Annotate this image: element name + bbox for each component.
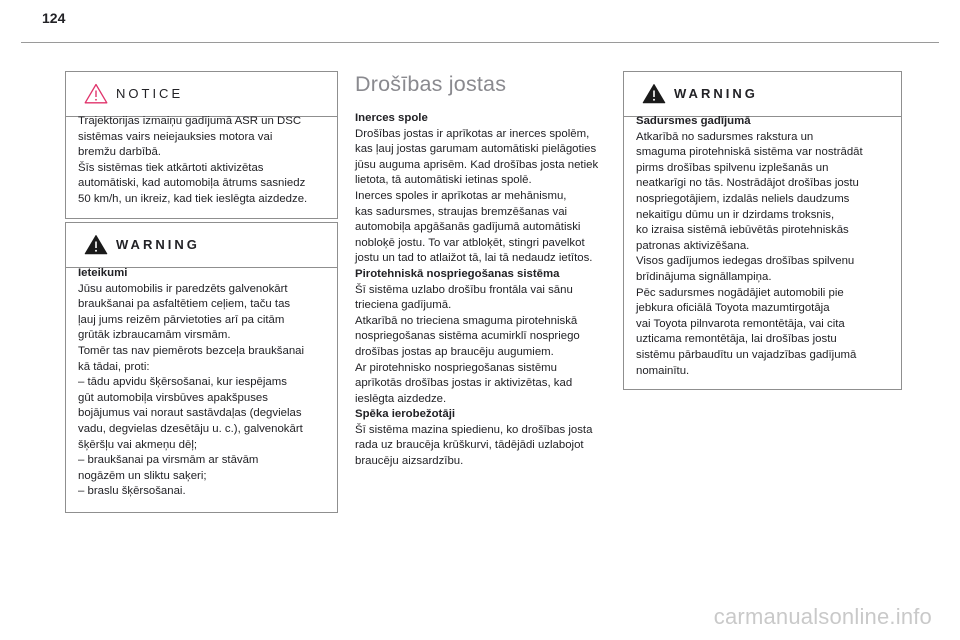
text-line: nomainītu. — [636, 364, 690, 377]
text-line: Šī sistēma uzlabo drošību frontāla vai sānu — [355, 283, 573, 296]
warning-triangle-outline-icon — [84, 83, 108, 104]
text-line: sistēmu pārbaudītu un vajadzības gadījumā — [636, 348, 857, 361]
text-line: nogāzēm un sliktu saķeri; — [78, 469, 207, 482]
warning-triangle-filled-icon — [642, 83, 666, 104]
top-divider — [21, 42, 939, 43]
text-line: drošības jostas ap braucēju augumiem. — [355, 345, 554, 358]
text-line: smaguma pirotehniskā sistēma var nostrādāt — [636, 146, 863, 159]
seat-belts-section — [355, 72, 611, 470]
warning-body-right — [636, 114, 891, 379]
text-line: neatkarīgi no tās. Nostrādājot drošības jostu — [636, 177, 859, 190]
text-line: Pēc sadursmes nogādājiet automobili pie — [636, 286, 844, 299]
text-line: ļauj jums reizēm pārvietoties arī pa citām — [78, 313, 285, 326]
text-line: ko izraisa sistēmā iebūvētās pirotehniskās — [636, 224, 849, 237]
text-line: kas sadursmes, straujas bremzēšanas vai — [355, 205, 568, 218]
text-line: – tādu apvidu šķērsošanai, kur iespējams — [78, 376, 287, 389]
text-line: automobiļa apgāšanās gadījumā automātiski — [355, 221, 581, 234]
text-line: bojājumus vai noraut sastāvdaļas (degvielas — [78, 407, 302, 420]
text-line: nobloķē jostu. To var atbloķēt, stingri pavelkot — [355, 236, 585, 249]
text-line: automātiski, kad automobiļa ātrums sasniedz — [78, 177, 306, 190]
text-line: brīdinājuma signāllampiņa. — [636, 270, 772, 283]
notice-header — [66, 72, 337, 117]
text-line: kas ļauj jostas garumam automātiski pielāgoties — [355, 143, 597, 156]
text-line: sistēmas vairs neiejauksies motora vai — [78, 130, 273, 143]
text-line: patronas aktivizēšana. — [636, 239, 750, 252]
text-line: grūtāk izbraucamām virsmām. — [78, 329, 231, 342]
watermark-link[interactable]: carmanualsonline.info — [713, 604, 932, 629]
text-line: jebkura oficiālā Toyota mazumtirgotāja — [636, 302, 830, 315]
warning-body-left — [78, 266, 327, 500]
text-line: aprīkotās drošības jostas ir aktivizētas, kad — [355, 377, 573, 390]
warning-box-right — [623, 71, 902, 390]
notice-box — [65, 71, 338, 219]
notice-body — [78, 114, 327, 208]
text-line: Atkarībā no trieciena smaguma pirotehniskā — [355, 314, 578, 327]
warning-label: WARNING — [116, 237, 200, 252]
subheading: Inerces spole — [355, 112, 428, 124]
section-body — [355, 111, 611, 470]
text-line: Trajektorijas izmaiņu gadījumā ASR un DSC — [78, 115, 302, 127]
warning-box-left — [65, 222, 338, 513]
section-title: Drošības jostas — [355, 72, 507, 96]
text-line: uzticama remontētāja, lai drošības jostu — [636, 333, 837, 346]
text-line: Visos gadījumos iedegas drošības spilvenu — [636, 255, 855, 268]
text-line: jūsu auguma aprisēm. Kad drošības josta netiek — [355, 158, 599, 171]
text-line: ieslēgta aizdedze. — [355, 392, 447, 405]
text-line: vadu, degvielas dzesētāju u. c.), galvenokārt — [78, 422, 303, 435]
text-line: nekaitīgu dūmu un ir dzirdams troksnis, — [636, 208, 835, 221]
warning-label: WARNING — [674, 86, 758, 101]
text-line: Jūsu automobilis ir paredzēts galvenokārt — [78, 282, 288, 295]
text-line: bremžu darbībā. — [78, 146, 161, 159]
text-line: gūt automobiļa virsbūves apakšpuses — [78, 391, 268, 404]
warning-triangle-filled-icon — [84, 234, 108, 255]
text-line: Tomēr tas nav piemērots bezceļa braukšanai — [78, 344, 305, 357]
text-line: Drošības jostas ir aprīkotas ar inerces spolēm, — [355, 127, 590, 140]
text-line: Inerces spoles ir aprīkotas ar mehānismu, — [355, 189, 567, 202]
text-line: 50 km/h, un ikreiz, kad tiek ieslēgta aizdedze. — [78, 192, 308, 205]
text-line: nospriegotājiem, izdalās neliels daudzums — [636, 192, 850, 205]
text-line: lietota, tā automātiski ietinas spolē. — [355, 174, 532, 187]
text-line: rada uz braucēja krūškurvi, tādējādi uzlabojot — [355, 439, 584, 452]
text-line: Šī sistēma mazina spiedienu, ko drošības josta — [355, 423, 593, 436]
text-line: Šīs sistēmas tiek atkārtoti aktivizētas — [78, 161, 264, 174]
text-line: Ar pirotehnisko nospriegošanas sistēmu — [355, 361, 557, 374]
text-line: – braukšanai pa virsmām ar stāvām — [78, 454, 259, 467]
text-line: pirms drošības spilvenu izplešanās un — [636, 161, 829, 174]
text-line: kā tādai, proti: — [78, 360, 150, 373]
text-line: braukšanai pa asfaltētiem ceļiem, taču tas — [78, 298, 291, 311]
text-line: Atkarībā no sadursmes rakstura un — [636, 130, 814, 143]
text-line: šķēršļu vai akmeņu dēļ; — [78, 438, 198, 451]
text-line: – braslu šķērsošanai. — [78, 485, 186, 498]
warning-header-right — [624, 72, 901, 117]
warning-heading: Sadursmes gadījumā — [636, 115, 751, 127]
subheading: Pirotehniskā nospriegošanas sistēma — [355, 267, 560, 280]
warning-heading: Ieteikumi — [78, 267, 128, 279]
text-line: jostu un tad to atlaižot tā, lai tā nedaudz ietītos. — [355, 252, 593, 265]
text-line: nospriegošanas sistēma acumirklī nospriego — [355, 330, 580, 343]
warning-header-left — [66, 223, 337, 268]
page-number: 124 — [42, 10, 66, 26]
notice-label: NOTICE — [116, 86, 184, 101]
text-line: trieciena gadījumā. — [355, 299, 452, 312]
text-line: vai Toyota pilnvarota remontētāja, vai cita — [636, 317, 845, 330]
text-line: braucēju aizsardzību. — [355, 455, 464, 468]
subheading: Spēka ierobežotāji — [355, 408, 456, 421]
